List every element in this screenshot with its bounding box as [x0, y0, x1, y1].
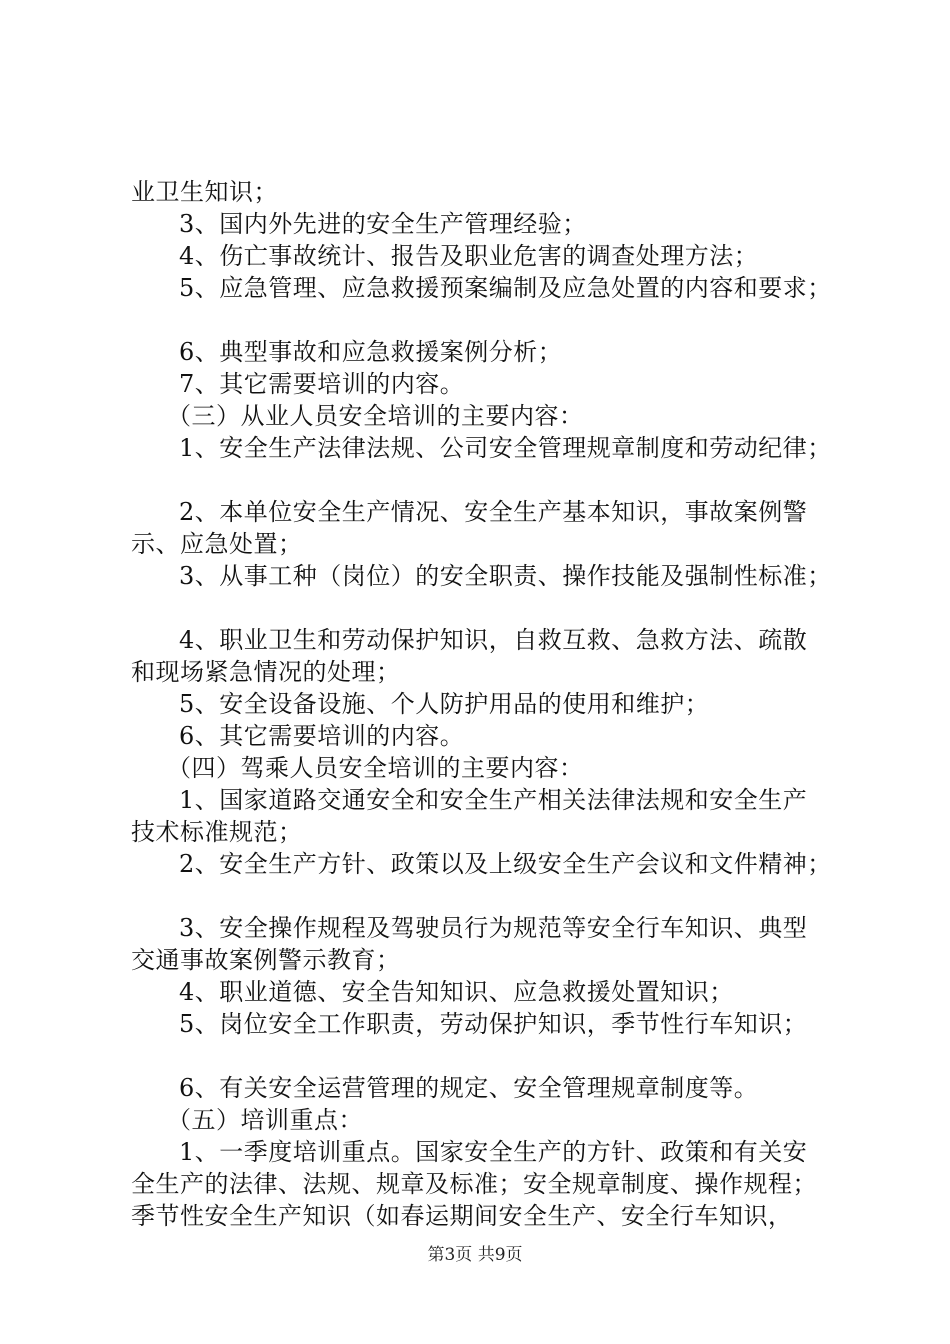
text-line: （三）从业人员安全培训的主要内容：: [167, 402, 584, 430]
blank-line: [131, 304, 845, 336]
text-line: 1、安全生产法律法规、公司安全管理规章制度和劳动纪律；: [179, 434, 832, 462]
text-line: 4、伤亡事故统计、报告及职业危害的调查处理方法；: [179, 242, 759, 270]
blank-line: [131, 1040, 845, 1072]
text-line: 交通事故案例警示教育；: [131, 946, 401, 974]
blank-line: [131, 880, 845, 912]
text-line: 3、国内外先进的安全生产管理经验；: [179, 210, 587, 238]
text-line: 6、典型事故和应急救援案例分析；: [179, 338, 563, 366]
text-line: 7、其它需要培训的内容。: [179, 370, 465, 398]
text-line: 4、职业道德、安全告知知识、应急救援处置知识；: [179, 978, 734, 1006]
blank-line: [131, 464, 845, 496]
text-line: （四）驾乘人员安全培训的主要内容：: [167, 754, 584, 782]
text-line: 3、安全操作规程及驾驶员行为规范等安全行车知识、典型: [179, 914, 808, 942]
blank-line: [131, 592, 845, 624]
text-line: 2、本单位安全生产情况、安全生产基本知识，事故案例警: [179, 498, 808, 526]
text-line: 1、国家道路交通安全和安全生产相关法律法规和安全生产: [179, 786, 808, 814]
document-body: [131, 176, 845, 1232]
text-line: 2、安全生产方针、政策以及上级安全生产会议和文件精神；: [179, 850, 832, 878]
text-line: 3、从事工种（岗位）的安全职责、操作技能及强制性标准；: [179, 562, 832, 590]
text-line: 示、应急处置；: [131, 530, 303, 558]
text-line: 和现场紧急情况的处理；: [131, 658, 401, 686]
text-line: 5、安全设备设施、个人防护用品的使用和维护；: [179, 690, 710, 718]
text-line: （五）培训重点：: [167, 1106, 363, 1134]
text-line: 4、职业卫生和劳动保护知识，自救互救、急救方法、疏散: [179, 626, 808, 654]
text-line: 业卫生知识；: [131, 178, 278, 206]
text-line: 季节性安全生产知识（如春运期间安全生产、安全行车知识，: [131, 1202, 793, 1230]
text-line: 全生产的法律、法规、规章及标准；安全规章制度、操作规程；: [131, 1170, 817, 1198]
text-line: 6、其它需要培训的内容。: [179, 722, 465, 750]
text-line: 5、岗位安全工作职责，劳动保护知识，季节性行车知识；: [179, 1010, 808, 1038]
page-footer: 第3页 共9页: [427, 1245, 523, 1265]
text-line: 6、有关安全运营管理的规定、安全管理规章制度等。: [179, 1074, 759, 1102]
text-line: 5、应急管理、应急救援预案编制及应急处置的内容和要求；: [179, 274, 832, 302]
text-line: 技术标准规范；: [131, 818, 303, 846]
text-line: 1、一季度培训重点。国家安全生产的方针、政策和有关安: [179, 1138, 808, 1166]
